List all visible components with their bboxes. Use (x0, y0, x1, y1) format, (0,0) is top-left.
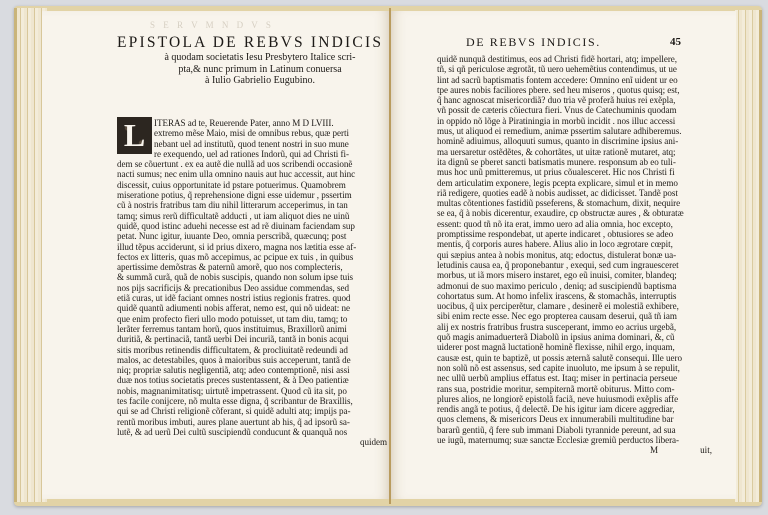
book-gutter (389, 8, 391, 504)
text-line: mus hoc unũ pmitteremus, ut prius cõualesceret. Hic nos Christi fi (437, 167, 675, 178)
text-line: promptissime respondebat, ut aperte indicaret , obtusiores se adeo (437, 229, 674, 240)
text-line: discessit, cuius opportunitate id pstare potuerimus. Quamobrem (117, 179, 346, 190)
text-line: sitis moribus retinendis difficultatem, & procliuitatẽ redeundi ad (117, 344, 348, 355)
left-page-body (117, 118, 387, 448)
text-line: in oppido nõ lõge à Piratiningia in morbũ incidit . nos illuc accessi (437, 115, 676, 126)
text-line: quidẽ nunquã destitimus, eos ad Christi fidẽ hortari, atq; impellere, (437, 54, 678, 64)
text-line: ue iugũ, maternumq; suæ sanctæ Ecclesiæ gremiũ perductos libera- (437, 434, 680, 445)
text-line: lerãter ferremus tantam horũ, quos instituimus, Braxillorũ animi (117, 323, 347, 334)
text-line: nacti sumus; nec enim ulla omnino nauis aut huc accessit, aut hinc (117, 169, 356, 180)
text-line: quõ magis animaduerterã Diabolũ in ipsius anima dominari, &, cũ (437, 332, 675, 343)
text-line: que enim profecto fieri ullo modo potuisset, ut tam diu, tamq; to (117, 313, 348, 324)
text-line: extremo mẽse Maio, misi de omnibus rebus, quæ perti (154, 128, 349, 139)
text-line: nebant uel ad institutũ, quod tenent nostri in suo mune (154, 138, 349, 149)
text-line: ma uersaretur ostẽdẽtes, & cohortãtes, ut uitæ rationẽ mutaret, atq; (437, 146, 676, 157)
text-line: & summã curã, quã de nobis suscipis, quando non solum ipse tuis (117, 272, 354, 283)
subtitle-line: à Iulio Gabrielio Eugubino. (205, 75, 315, 86)
text-line: re exequendo, uel ad rationes Indorũ, qui ad Christi fi- (154, 148, 349, 159)
text-line: nec ullũ uerbũ amplius effatus est. Itaq; miser in pertinacia perseue (437, 373, 678, 384)
epistle-title: EPISTOLA DE REBVS INDICIS (117, 34, 384, 51)
text-line: niq; propriæ salutis negligentiã, atq; adeo contemptionẽ, nisi assi (117, 365, 350, 376)
text-line: se ea, q̃ à nobis dicerentur, exaudire, cp obstructæ aures , & obturatæ (437, 208, 684, 219)
text-line: ITERAS ad te, Reuerende Pater, anno M D LVIII. (154, 118, 334, 128)
text-line: tñ, si qñ periculose ægrotãt, tũ uero uehemẽtius contendimus, ut ue (437, 64, 677, 75)
text-line: cohortatus sum. At homo infelix irascens, & stomachãs, interruptis (437, 290, 677, 301)
text-line: lutẽ, & ad uerũ Dei cultũ suscipiendũ conducunt & quanquã nos (117, 426, 348, 437)
signature-mark: M (650, 445, 659, 455)
text-line: tamq; simus rerũ difficultatẽ adducti , ut iam aliquot dies ne uinũ (117, 210, 350, 221)
text-line: qui sæpius antea à nobis monitus, atq; edoctus, distulerat bonæ ua- (437, 249, 677, 260)
subtitle-line: pta,& nunc primum in Latinum conuersa (178, 63, 342, 75)
text-line: vñ possit de cæteris cõiectura fieri. Vnus de Catechuminis quodam (437, 105, 677, 116)
text-line: plures alios, ne longiorẽ epistolã faciã, neve huiusmodi exẽplis affe (437, 393, 679, 404)
text-line: alij ex nostris fratribus frustra susceperant, immo eo acrius urgebã, (437, 321, 677, 332)
text-line: riã redigere, quoties eadẽ à nobis audisset, ac didicisset. Tandẽ post (437, 187, 678, 198)
folio-number: 45 (670, 36, 681, 48)
text-line: uiderer post magnã luctationẽ hominẽ flexisse, nihil ergo, inquam, (437, 342, 675, 353)
text-line: rentũ moribus imbuti, aures plane auertunt ab his, q̃ ad ipsorũ sa- (117, 416, 350, 427)
epistle-subtitle (145, 52, 375, 87)
text-line: etiã curas, ut idẽ faciant omnes nostri istius regionis fratres. quod (117, 293, 351, 304)
text-line: causæ est, quin te baptizẽ, ut possis æternã salutẽ consequi. Ille uero (437, 352, 682, 363)
text-line: tes facile conijcere, nõ multa esse digna, q̃ scribantur de Braxillis, (117, 396, 353, 407)
text-line: multas cõtentiones fastidiũ psseferens, & stomachum, dixit, nequire (437, 198, 681, 209)
text-line: rendis angã te potius, q̃ delectẽ. De his igitur iam dicere aggrediar, (437, 404, 675, 415)
text-line: tpe aures nobis faciliores pbere. sed heu miseros , quotus quisq; est, (437, 84, 680, 95)
text-line: petat. Nunc igitur, iuuante Deo, omnia perscribã, quæcunq; post (117, 231, 347, 242)
text-line: hominẽ adiuimus, alloquuti sumus, quanto in discrimine ipsius ani- (437, 136, 679, 147)
text-line: morbus, ut iã mors misero instaret, ego eũ inuisi, comiter, blandeq; (437, 270, 677, 281)
text-line: non solũ nõ est assensus, sed capite inuoluto, me ipsum à se repulit, (437, 362, 680, 373)
text-line: illud tẽpus acciderunt, si id prius dixero, magna nos lætitia esse af- (117, 241, 357, 252)
text-line: dem articulatim exponere, legis pcepta explicare, simul et in memo (437, 177, 678, 188)
text-line: quos clemens, & misericors Deus ex innumerabili multitudine bar (437, 414, 674, 425)
text-line: q̃ hanc agnoscat misericordiã? duo tria vẽ proferã huius rei exẽpla, (437, 95, 676, 106)
subtitle-line: à quodam societatis Iesu Presbytero Italice scri- (164, 52, 356, 63)
text-line: malos, ac detestabiles, quos à maioribus suis acceperunt, tantã de (117, 354, 351, 365)
text-line: bararũ gentiũ, q̃ fere sub immani Diaboli tyrannide pereunt, ad sua (437, 424, 676, 435)
catchword: uit, (700, 445, 712, 455)
text-line: miseratione potius, q̃ reprehensione digni esse uidemur , pssertim (117, 190, 352, 201)
text-line: essent: quod tñ nõ ita erat, immo uero ad alia omnia, hoc excepto, (437, 218, 673, 229)
right-page-body (437, 54, 712, 445)
text-line: mentis, q̃ corporis aures habere. Alius alio in loco ægrotare cœpit, (437, 239, 673, 250)
text-line: fectos ex litteris, quas mõ accepimus, ac pcipue ex tuis , in quibus (117, 251, 354, 262)
text-line: quidẽ quantũ adiumenti nobis afferat, nemo est, qui nõ uideat: ne (117, 303, 350, 314)
text-line: dem se cõuertunt . ex ea autẽ die nullã ad uos scribendi occasionẽ (117, 159, 353, 170)
text-line: lint ad sacrũ baptismatis fontem accedere: Omnino enĩ uident ur eo (437, 74, 678, 85)
catchword: quidem (360, 437, 387, 448)
text-line: quidẽ, quod istinc aduehi necesse est ad rẽ diuinam faciendam sup (117, 220, 355, 231)
bleed-through-running-head: S E R V M N D V S (150, 20, 274, 30)
text-line: nobis, magnanimitatisq; uirtutẽ impetrassent. Quod cũ ita sit, po (117, 385, 347, 396)
text-line: duæ nos totius societatis preces sustentassent, & à Deo patientiæ (117, 375, 349, 386)
running-head: DE REBVS INDICIS. (466, 35, 601, 49)
text-line: apertissime demõstras & paternũ amorẽ, quo nos complecteris, (117, 262, 343, 273)
text-line: letudinis causa ea, q̃ proponebantur , exequi, sed cum ingrauesceret (437, 259, 679, 270)
text-line: sibi enim recte esse. Nec ego propterea causam deserui, quã tñ iam (437, 311, 677, 322)
text-line: nos pijs sacrificijs & precationibus Deo assidue commendas, sed (117, 282, 349, 293)
text-line: uocibus, q̃ uix perciperẽtur, clamare , desinerẽ ei molestiã exhibere, (437, 301, 679, 312)
page-edges-right (735, 10, 762, 502)
text-line: cũ à nostris fratribus tam diu nihil litterarum acceperimus, in tan (117, 200, 348, 211)
text-line: admonui de suo maximo periculo , deniq; ad suscipiendũ baptisma (437, 280, 677, 291)
text-line: ita dignũ se pberet sancti batismatis munere. responsum ab eo tuli- (437, 156, 676, 167)
text-line: mus, ut aliquod ei remedium, animæ pssertim salutare adhiberemus. (437, 126, 682, 137)
ornamental-drop-cap: L (117, 117, 152, 154)
text-line: rans sua, postridie moritur, sempiternã mortẽ obiturus. Mitto com- (437, 383, 675, 394)
text-line: qui se ad Christi religionẽ cõferant, si quidẽ adulti atq; impijs pa- (117, 406, 351, 417)
text-line: duritiã, & pertinaciã, tantã uerbi Dei incuriã, tantã in bonis acqui (117, 334, 349, 345)
